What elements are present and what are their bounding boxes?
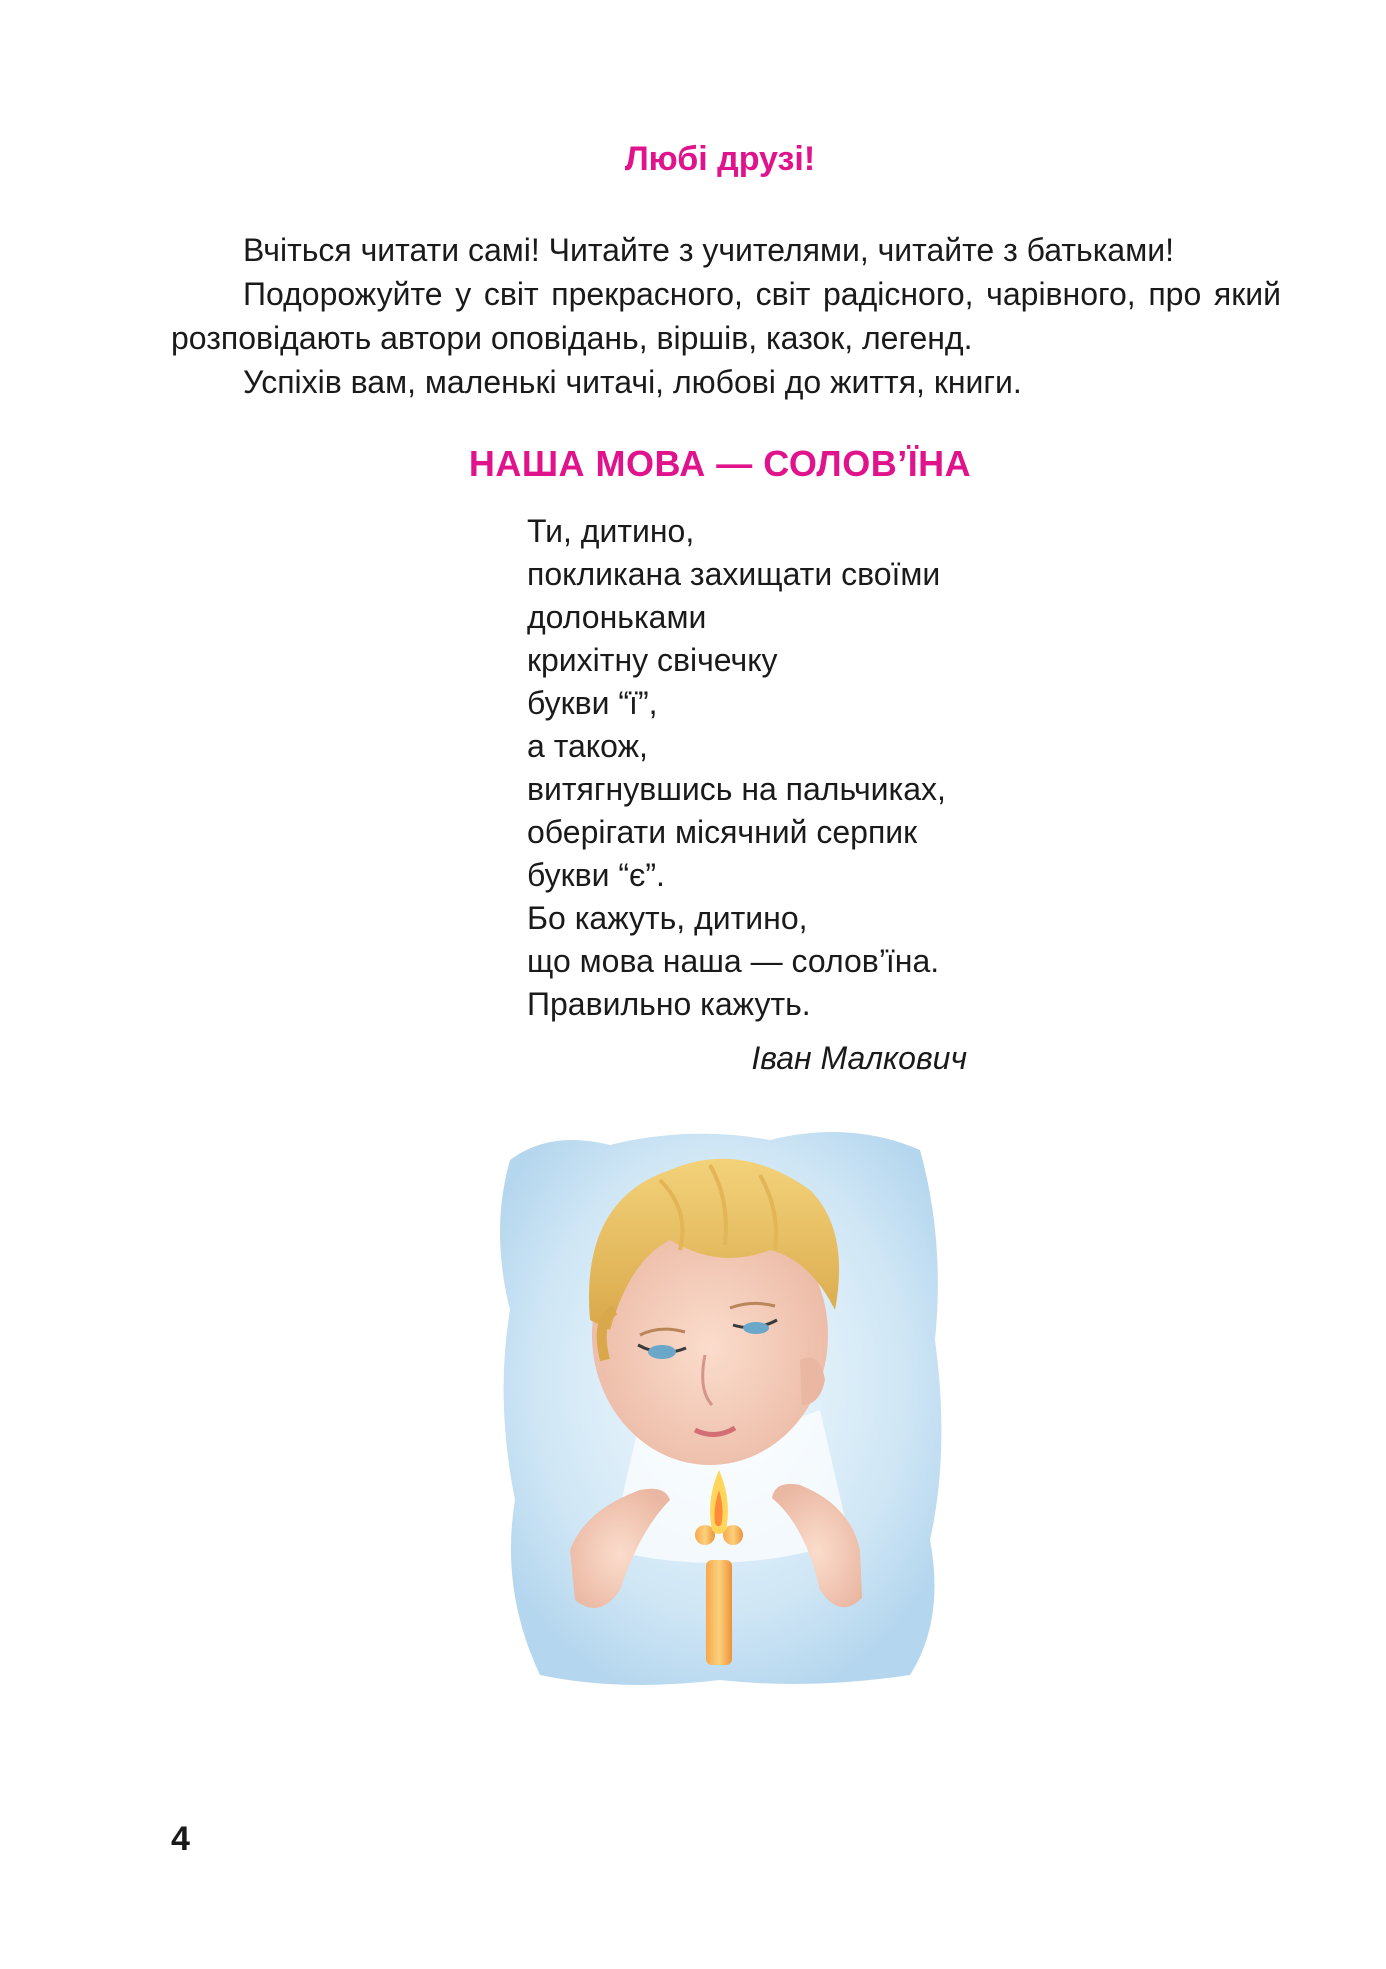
poem-author: Іван Малкович [751, 1040, 967, 1076]
poem-line: букви “є”. [527, 857, 665, 893]
boy-with-candle-illustration [490, 1120, 950, 1690]
intro-paragraph-2: Подорожуйте у світ прекрасного, світ радісного, чарівного, про який розповідають автори оповідань, віршів, казок, легенд. [171, 276, 1281, 356]
poem-line: Правильно кажуть. [527, 986, 811, 1022]
page-number: 4 [171, 1820, 190, 1858]
poem [527, 510, 946, 1026]
poem-line: а також, [527, 728, 648, 764]
poem-line: витягнувшись на пальчиках, [527, 771, 946, 807]
poem-line: крихітну свічечку [527, 642, 778, 678]
poem-line: Бо кажуть, дитино, [527, 900, 808, 936]
poem-line: покликана захищати своїми [527, 556, 941, 592]
poem-line: Ти, дитино, [527, 513, 695, 549]
intro-text [171, 228, 1281, 404]
poem-title: НАША МОВА — СОЛОВ’ЇНА [468, 443, 972, 484]
intro-paragraph-1: Вчіться читати самі! Читайте з учителями, читайте з батьками! [243, 232, 1174, 268]
poem-line: букви “ї”, [527, 685, 658, 721]
intro-paragraph-3: Успіхів вам, маленькі читачі, любові до життя, книги. [243, 364, 1022, 400]
poem-line: що мова наша — солов’їна. [527, 943, 940, 979]
poem-line: оберігати місячний серпик [527, 814, 918, 850]
greeting-heading: Любі друзі! [624, 140, 816, 178]
poem-line: долоньками [527, 599, 707, 635]
